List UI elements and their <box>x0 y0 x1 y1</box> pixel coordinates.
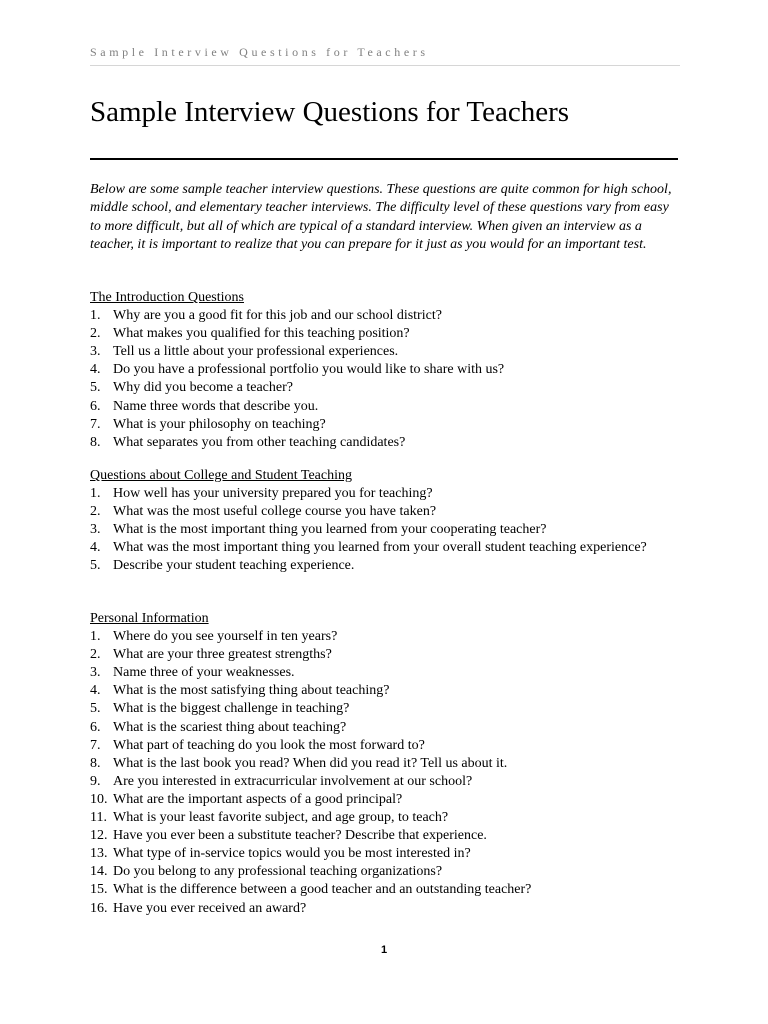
section-heading: Personal Information <box>90 611 209 626</box>
question-text: What is the last book you read? When did you read it? Tell us about it. <box>113 755 508 771</box>
question-item <box>90 521 682 539</box>
question-number: 8. <box>90 755 101 771</box>
question-item <box>90 503 682 521</box>
question-number: 3. <box>90 344 101 360</box>
question-list <box>90 307 682 452</box>
question-text: What part of teaching do you look the most forward to? <box>113 737 425 753</box>
running-header: Sample Interview Questions for Teachers <box>90 45 429 59</box>
header-divider <box>90 65 680 66</box>
question-number: 2. <box>90 647 101 663</box>
question-item <box>90 845 682 863</box>
question-item <box>90 682 682 700</box>
question-number: 8. <box>90 434 101 450</box>
question-item <box>90 737 682 755</box>
question-number: 11. <box>90 810 107 826</box>
question-number: 15. <box>90 882 108 898</box>
question-text: What is the difference between a good teacher and an outstanding teacher? <box>113 882 532 898</box>
question-text: What separates you from other teaching candidates? <box>113 434 406 450</box>
question-text: Describe your student teaching experience. <box>113 558 355 574</box>
question-number: 12. <box>90 828 108 844</box>
question-item <box>90 398 682 416</box>
question-number: 2. <box>90 504 101 520</box>
question-item <box>90 700 682 718</box>
question-item <box>90 416 682 434</box>
question-text: What are your three greatest strengths? <box>113 647 332 663</box>
question-item <box>90 485 682 503</box>
question-text: Are you interested in extracurricular involvement at our school? <box>113 773 473 789</box>
question-item <box>90 646 682 664</box>
question-text: Why are you a good fit for this job and our school district? <box>113 308 442 324</box>
document-title: Sample Interview Questions for Teachers <box>90 96 570 128</box>
question-item <box>90 664 682 682</box>
section-introduction-questions <box>90 289 682 452</box>
question-number: 3. <box>90 665 101 681</box>
question-number: 1. <box>90 629 101 645</box>
question-text: Why did you become a teacher? <box>113 380 293 396</box>
question-number: 9. <box>90 773 101 789</box>
question-number: 3. <box>90 522 101 538</box>
question-number: 1. <box>90 486 101 502</box>
question-item <box>90 881 682 899</box>
question-item <box>90 379 682 397</box>
question-item <box>90 434 682 452</box>
question-number: 1. <box>90 308 101 324</box>
question-list <box>90 628 682 918</box>
question-item <box>90 827 682 845</box>
question-text: Name three of your weaknesses. <box>113 665 295 681</box>
question-item <box>90 773 682 791</box>
question-item <box>90 900 682 918</box>
question-item <box>90 307 682 325</box>
question-number: 4. <box>90 540 101 556</box>
question-item <box>90 809 682 827</box>
question-number: 5. <box>90 380 101 396</box>
section-college-student-teaching <box>90 467 682 576</box>
question-number: 16. <box>90 900 108 916</box>
question-item <box>90 755 682 773</box>
question-number: 13. <box>90 846 108 862</box>
section-heading: The Introduction Questions <box>90 290 244 305</box>
question-number: 10. <box>90 791 108 807</box>
question-text: What is the most important thing you learned from your cooperating teacher? <box>113 522 547 538</box>
question-number: 4. <box>90 362 101 378</box>
question-item <box>90 325 682 343</box>
question-item <box>90 557 682 575</box>
question-number: 2. <box>90 326 101 342</box>
question-list <box>90 485 682 575</box>
question-item <box>90 791 682 809</box>
question-text: What is your philosophy on teaching? <box>113 416 326 432</box>
page-number: 1 <box>380 944 388 956</box>
question-number: 7. <box>90 737 101 753</box>
question-item <box>90 539 682 557</box>
section-heading: Questions about College and Student Teaching <box>90 468 352 483</box>
question-number: 5. <box>90 558 101 574</box>
question-text: Tell us a little about your professional experiences. <box>113 344 399 360</box>
question-number: 4. <box>90 683 101 699</box>
question-number: 14. <box>90 864 108 880</box>
title-divider <box>90 158 678 160</box>
question-text: What is your least favorite subject, and age group, to teach? <box>113 810 449 826</box>
question-text: How well has your university prepared you for teaching? <box>113 486 433 502</box>
question-number: 6. <box>90 719 101 735</box>
question-item <box>90 628 682 646</box>
question-item <box>90 343 682 361</box>
question-text: What is the scariest thing about teaching? <box>113 719 347 735</box>
question-number: 7. <box>90 416 101 432</box>
question-text: Do you belong to any professional teaching organizations? <box>113 864 443 880</box>
question-item <box>90 361 682 379</box>
question-text: What is the most satisfying thing about teaching? <box>113 683 390 699</box>
question-number: 5. <box>90 701 101 717</box>
question-text: Do you have a professional portfolio you would like to share with us? <box>113 362 505 378</box>
question-number: 6. <box>90 398 101 414</box>
question-text: Where do you see yourself in ten years? <box>113 629 338 645</box>
question-text: What are the important aspects of a good principal? <box>113 791 403 807</box>
question-text: What was the most useful college course you have taken? <box>113 504 437 520</box>
question-text: Have you ever received an award? <box>113 900 307 916</box>
question-text: What type of in-service topics would you be most interested in? <box>113 846 471 862</box>
question-text: What makes you qualified for this teaching position? <box>113 326 410 342</box>
intro-paragraph: Below are some sample teacher interview questions. These questions are quite common for high school, middle school, and elementary teacher interviews. The difficulty level of these questions vary from easy to more difficult, but all of which are typical of a standard interview. When given an interview as a teacher, it is important to realize that you can prepare for it just as you would for an important test. <box>90 182 672 253</box>
question-text: Name three words that describe you. <box>113 398 319 414</box>
question-item <box>90 863 682 881</box>
question-text: Have you ever been a substitute teacher? Describe that experience. <box>113 828 487 844</box>
question-item <box>90 719 682 737</box>
question-text: What is the biggest challenge in teaching? <box>113 701 350 717</box>
section-personal-information <box>90 610 682 918</box>
question-text: What was the most important thing you learned from your overall student teaching experience? <box>113 540 647 556</box>
